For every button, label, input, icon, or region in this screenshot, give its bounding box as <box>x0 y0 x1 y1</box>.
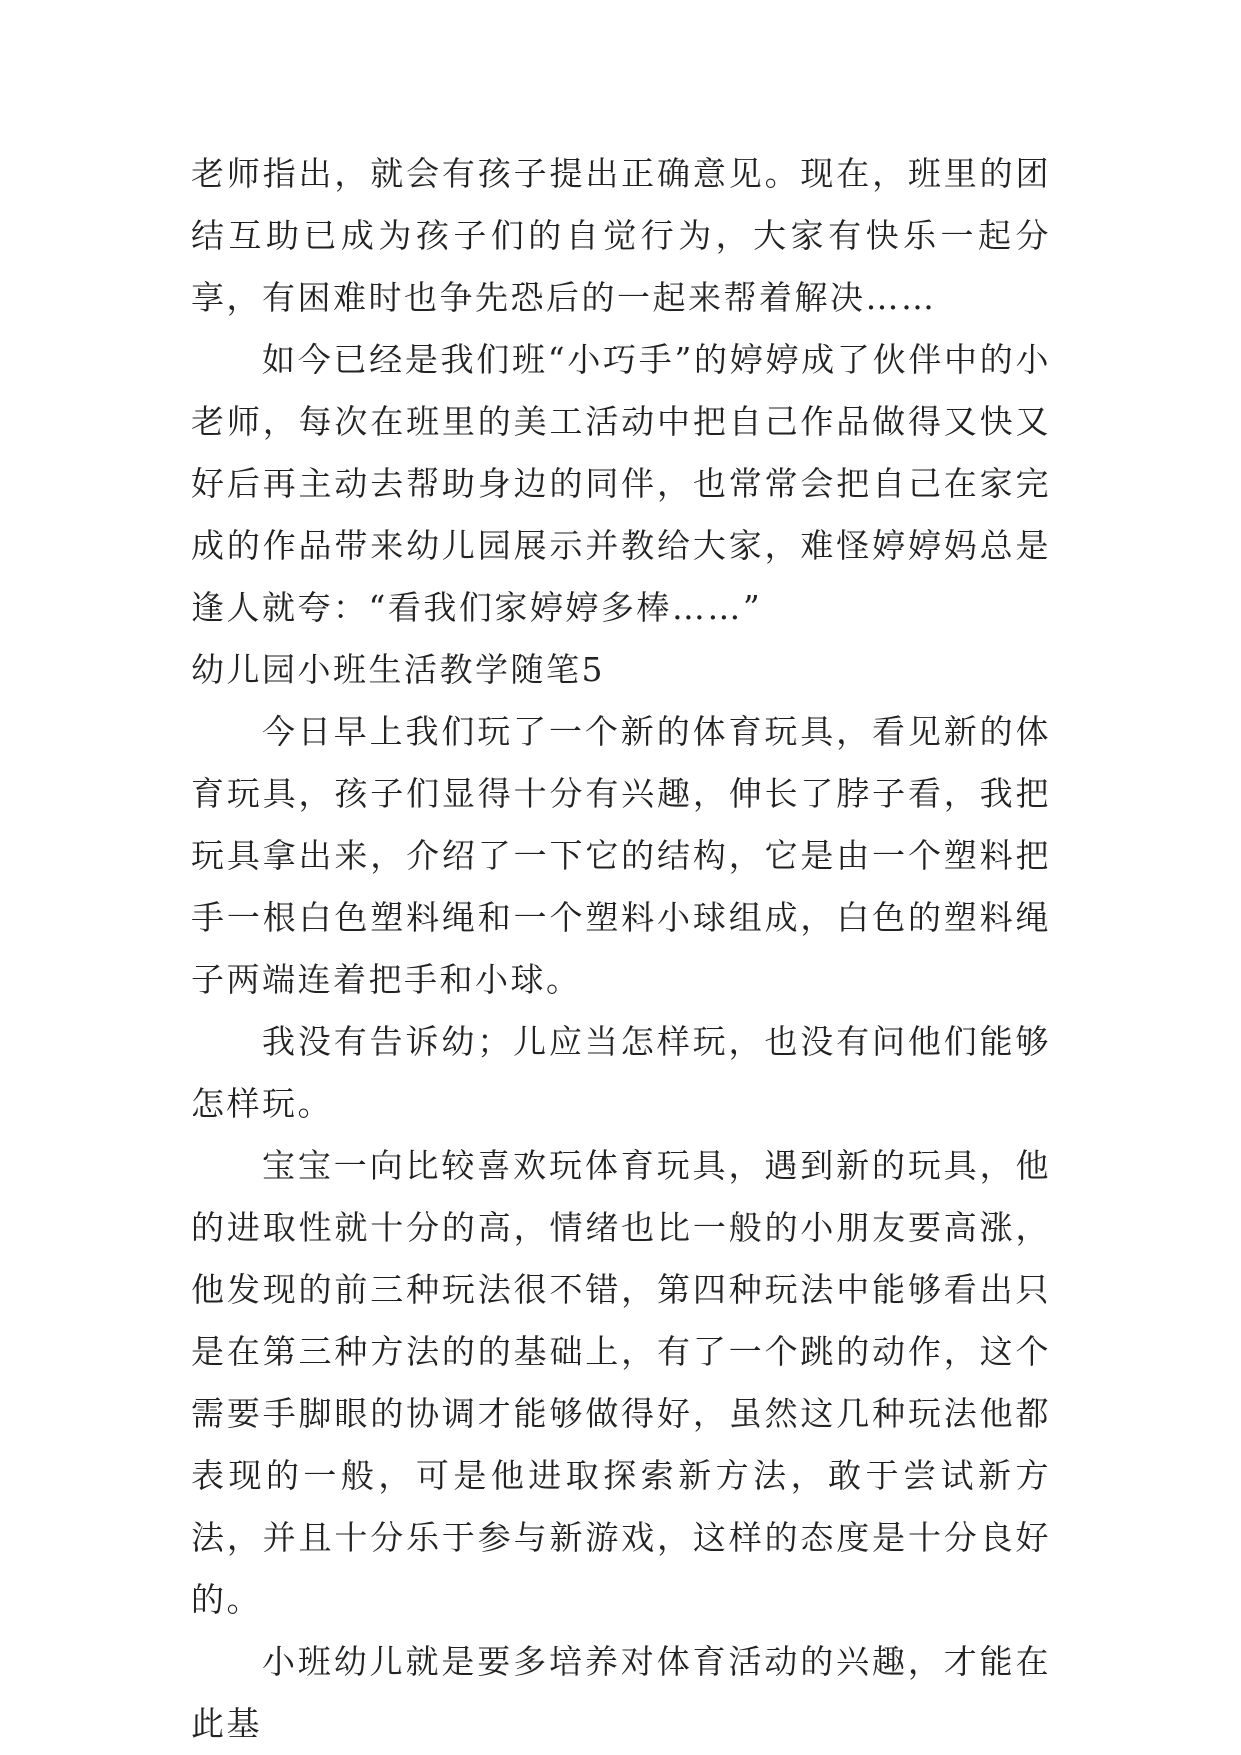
paragraph-no-instruction: 我没有告诉幼；儿应当怎样玩，也没有问他们能够怎样玩。 <box>191 1022 1051 1123</box>
paragraph-teamwork: 老师指出，就会有孩子提出正确意见。现在，班里的团结互助已成为孩子们的自觉行为，大家有快乐一起分享，有困难时也争先恐后的一起来帮着解决…… <box>191 154 1051 317</box>
paragraph-baobao: 宝宝一向比较喜欢玩体育玩具，遇到新的玩具，他的进取性就十分的高，情绪也比一般的小朋友要高涨，他发现的前三种玩法很不错，第四种玩法中能够看出只是在第三种方法的的基础上，有了一个跳的动作，这个需要手脚眼的协调才能够做得好，虽然这几种玩法他都表现的一般，可是他进取探索新方法，敢于尝试新方法，并且十分乐于参与新游戏，这样的态度是十分良好的。 <box>191 1146 1051 1619</box>
document-page <box>191 143 1051 1755</box>
paragraph-new-toy: 今日早上我们玩了一个新的体育玩具，看见新的体育玩具，孩子们显得十分有兴趣，伸长了脖子看，我把玩具拿出来，介绍了一下它的结构，它是由一个塑料把手一根白色塑料绳和一个塑料小球组成，白色的塑料绳子两端连着把手和小球。 <box>191 712 1051 999</box>
paragraph-interest: 小班幼儿就是要多培养对体育活动的兴趣，才能在此基 <box>191 1642 1051 1743</box>
section-heading: 幼儿园小班生活教学随笔5 <box>191 650 605 689</box>
paragraph-tingting: 如今已经是我们班“小巧手”的婷婷成了伙伴中的小老师，每次在班里的美工活动中把自己作品做得又快又好后再主动去帮助身边的同伴，也常常会把自己在家完成的作品带来幼儿园展示并教给大家，难怪婷婷妈总是逢人就夸：“看我们家婷婷多棒……” <box>191 340 1051 627</box>
